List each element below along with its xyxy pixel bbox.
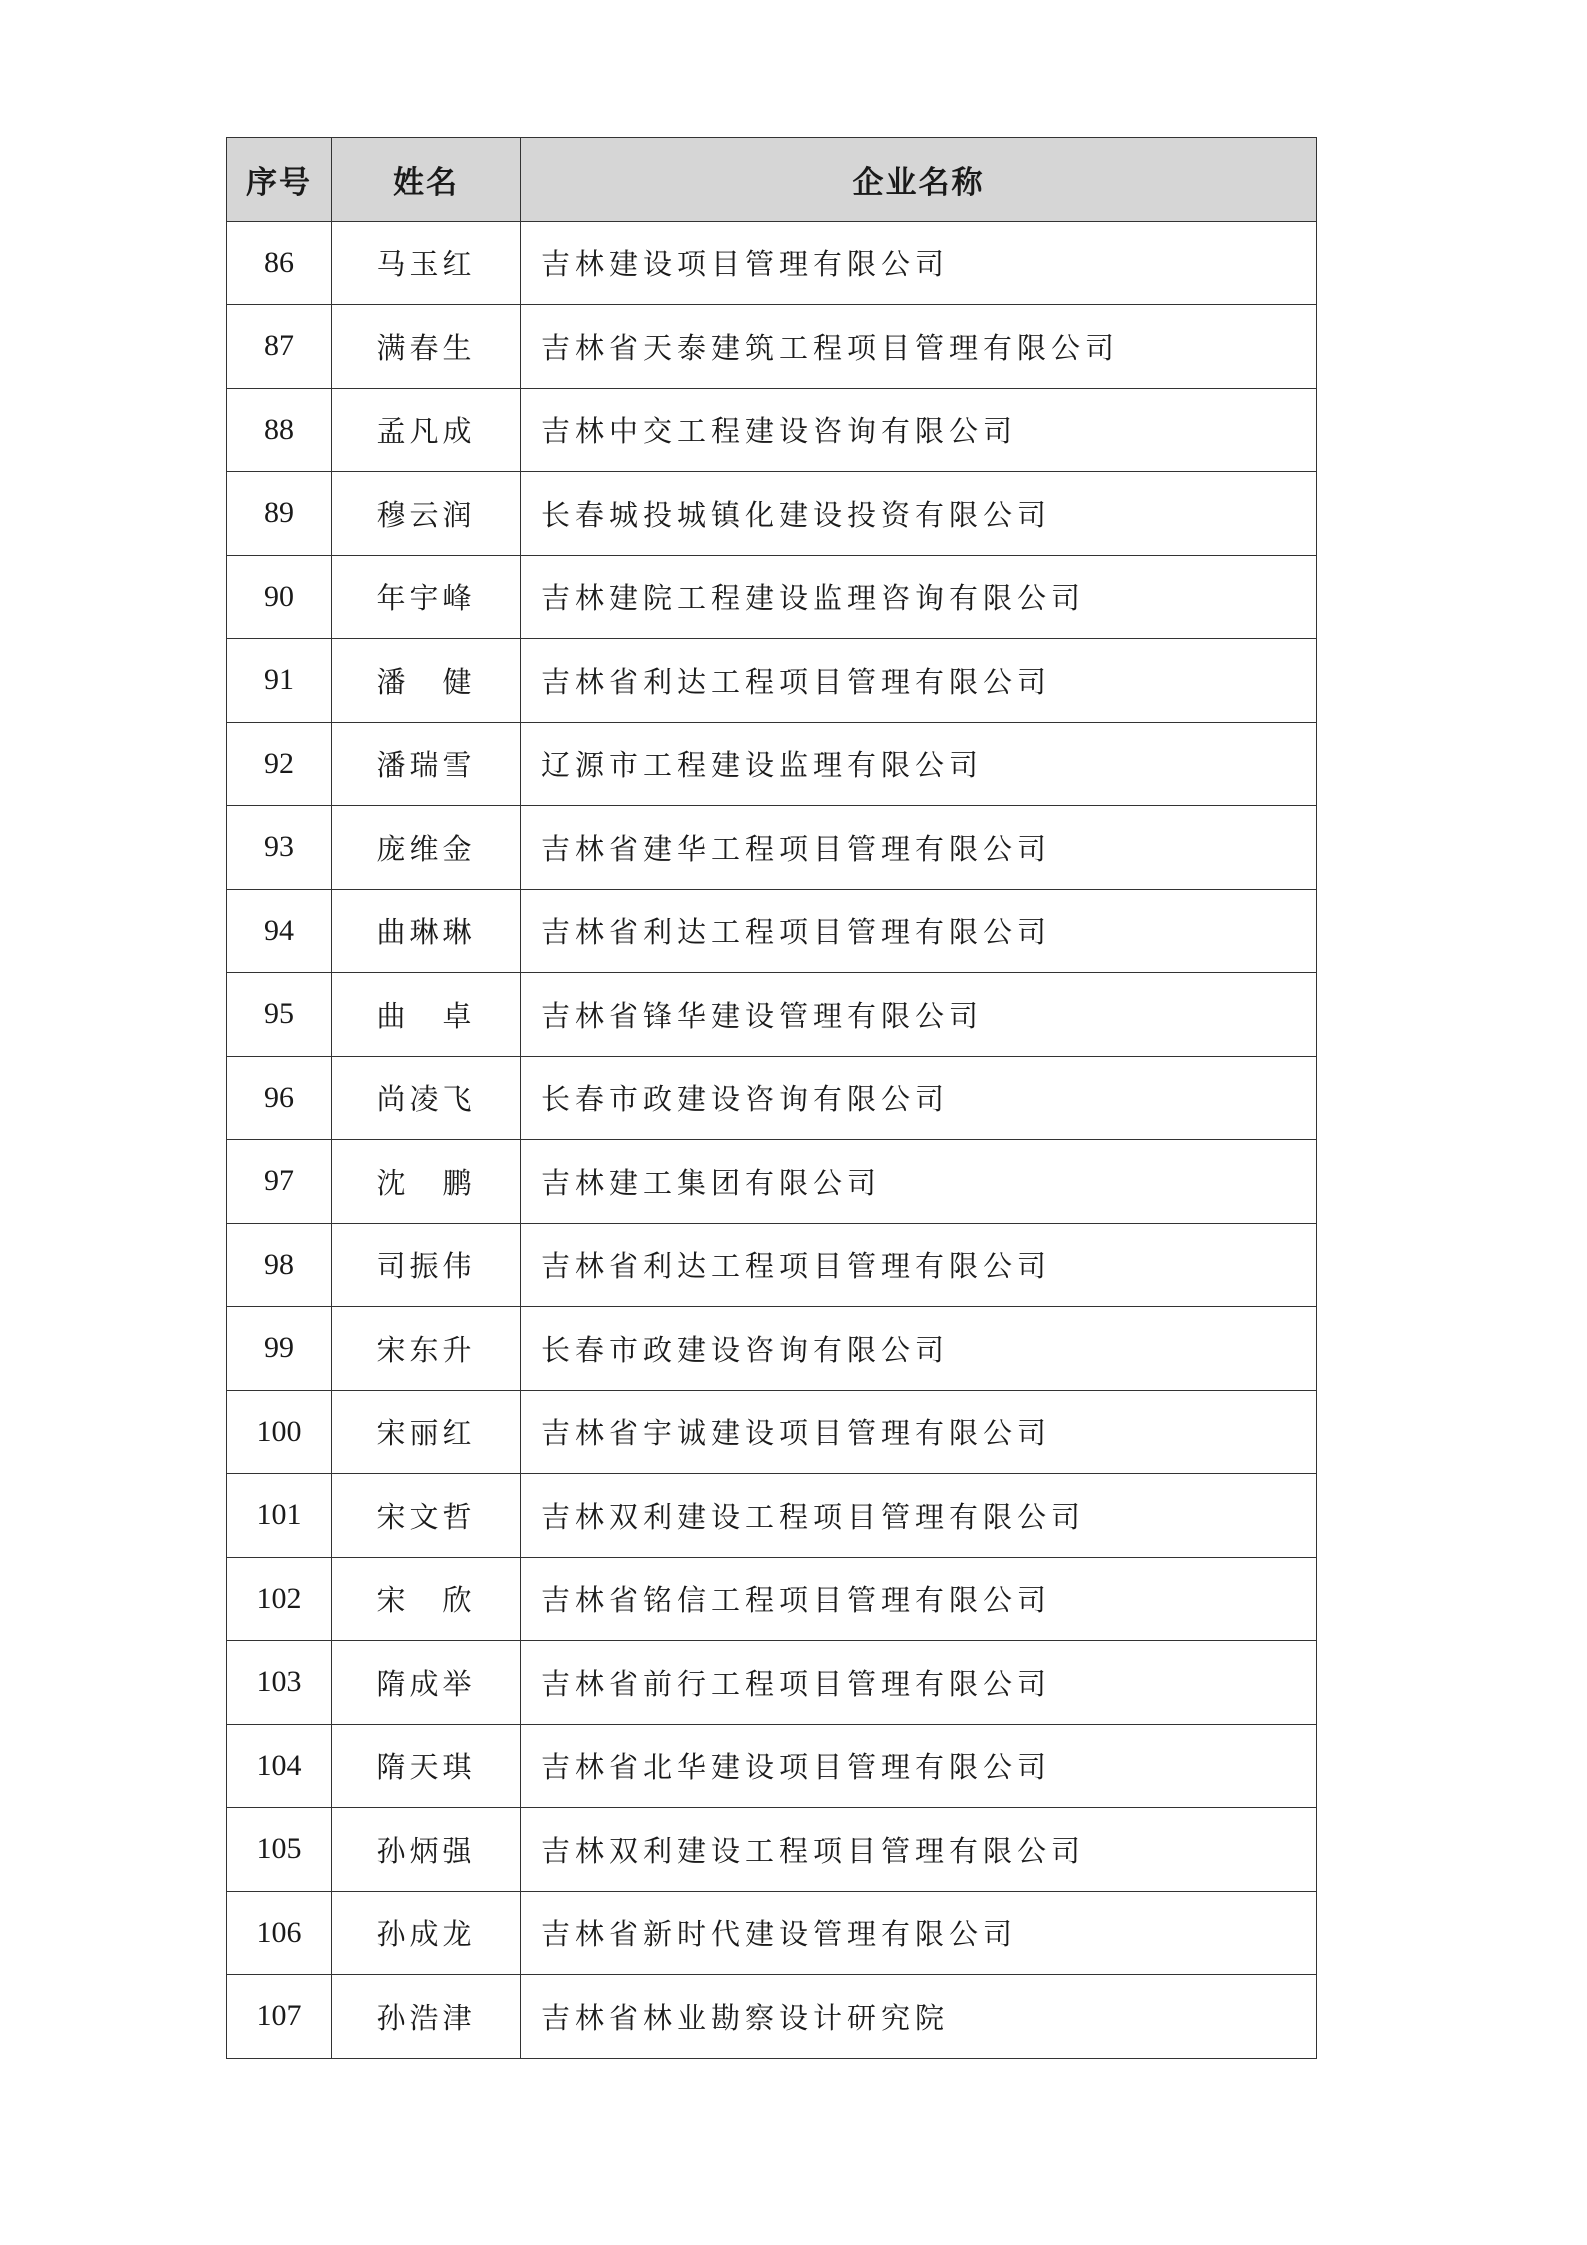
serial-number-cell: 92 bbox=[227, 722, 332, 806]
company-name-cell: 长春市政建设咨询有限公司 bbox=[521, 1056, 1317, 1140]
table-row bbox=[227, 1891, 1317, 1975]
serial-number-cell: 107 bbox=[227, 1975, 332, 2059]
table-row bbox=[227, 806, 1317, 890]
company-name-cell: 长春市政建设咨询有限公司 bbox=[521, 1307, 1317, 1391]
serial-number-cell: 87 bbox=[227, 305, 332, 389]
person-name-cell: 孙炳强 bbox=[332, 1808, 521, 1892]
serial-number-cell: 88 bbox=[227, 388, 332, 472]
table-row bbox=[227, 1808, 1317, 1892]
serial-number-cell: 95 bbox=[227, 973, 332, 1057]
serial-number-cell: 94 bbox=[227, 889, 332, 973]
company-name-cell: 吉林建设项目管理有限公司 bbox=[521, 221, 1317, 305]
person-name-cell: 宋丽红 bbox=[332, 1390, 521, 1474]
serial-number-cell: 90 bbox=[227, 555, 332, 639]
company-name-cell: 吉林省北华建设项目管理有限公司 bbox=[521, 1724, 1317, 1808]
table-row bbox=[227, 221, 1317, 305]
person-name-cell: 尚凌飞 bbox=[332, 1056, 521, 1140]
company-name-cell: 吉林省前行工程项目管理有限公司 bbox=[521, 1641, 1317, 1725]
roster-table bbox=[226, 137, 1317, 2059]
company-name-cell: 吉林省锋华建设管理有限公司 bbox=[521, 973, 1317, 1057]
person-name-cell: 沈 鹏 bbox=[332, 1140, 521, 1224]
table-row bbox=[227, 1223, 1317, 1307]
person-name-cell: 潘 健 bbox=[332, 639, 521, 723]
company-name-cell: 吉林省新时代建设管理有限公司 bbox=[521, 1891, 1317, 1975]
serial-number-cell: 104 bbox=[227, 1724, 332, 1808]
table-row bbox=[227, 1724, 1317, 1808]
serial-number-cell: 89 bbox=[227, 472, 332, 556]
company-name-cell: 吉林建工集团有限公司 bbox=[521, 1140, 1317, 1224]
table-row bbox=[227, 1307, 1317, 1391]
table-row bbox=[227, 1474, 1317, 1558]
company-name-cell: 吉林省建华工程项目管理有限公司 bbox=[521, 806, 1317, 890]
company-name-cell: 吉林省铭信工程项目管理有限公司 bbox=[521, 1557, 1317, 1641]
table-row bbox=[227, 1140, 1317, 1224]
serial-number-cell: 98 bbox=[227, 1223, 332, 1307]
company-name-cell: 吉林省利达工程项目管理有限公司 bbox=[521, 1223, 1317, 1307]
header-name: 姓名 bbox=[332, 138, 521, 222]
person-name-cell: 潘瑞雪 bbox=[332, 722, 521, 806]
person-name-cell: 满春生 bbox=[332, 305, 521, 389]
company-name-cell: 吉林省宇诚建设项目管理有限公司 bbox=[521, 1390, 1317, 1474]
person-name-cell: 司振伟 bbox=[332, 1223, 521, 1307]
person-name-cell: 孙浩津 bbox=[332, 1975, 521, 2059]
table-row bbox=[227, 1641, 1317, 1725]
serial-number-cell: 97 bbox=[227, 1140, 332, 1224]
person-name-cell: 宋文哲 bbox=[332, 1474, 521, 1558]
company-name-cell: 长春城投城镇化建设投资有限公司 bbox=[521, 472, 1317, 556]
serial-number-cell: 106 bbox=[227, 1891, 332, 1975]
table-body bbox=[227, 221, 1317, 2058]
person-name-cell: 宋东升 bbox=[332, 1307, 521, 1391]
serial-number-cell: 103 bbox=[227, 1641, 332, 1725]
table-row bbox=[227, 1975, 1317, 2059]
company-name-cell: 辽源市工程建设监理有限公司 bbox=[521, 722, 1317, 806]
table-row bbox=[227, 639, 1317, 723]
header-serial-number: 序号 bbox=[227, 138, 332, 222]
serial-number-cell: 86 bbox=[227, 221, 332, 305]
company-name-cell: 吉林省天泰建筑工程项目管理有限公司 bbox=[521, 305, 1317, 389]
table-row bbox=[227, 1557, 1317, 1641]
person-name-cell: 孟凡成 bbox=[332, 388, 521, 472]
serial-number-cell: 102 bbox=[227, 1557, 332, 1641]
table-row bbox=[227, 305, 1317, 389]
person-name-cell: 隋成举 bbox=[332, 1641, 521, 1725]
table-row bbox=[227, 1390, 1317, 1474]
company-name-cell: 吉林双利建设工程项目管理有限公司 bbox=[521, 1474, 1317, 1558]
serial-number-cell: 100 bbox=[227, 1390, 332, 1474]
person-name-cell: 曲琳琳 bbox=[332, 889, 521, 973]
person-name-cell: 穆云润 bbox=[332, 472, 521, 556]
company-name-cell: 吉林省利达工程项目管理有限公司 bbox=[521, 639, 1317, 723]
company-name-cell: 吉林建院工程建设监理咨询有限公司 bbox=[521, 555, 1317, 639]
person-name-cell: 年宇峰 bbox=[332, 555, 521, 639]
table-row bbox=[227, 973, 1317, 1057]
person-name-cell: 马玉红 bbox=[332, 221, 521, 305]
serial-number-cell: 96 bbox=[227, 1056, 332, 1140]
table-row bbox=[227, 722, 1317, 806]
person-name-cell: 孙成龙 bbox=[332, 1891, 521, 1975]
person-name-cell: 庞维金 bbox=[332, 806, 521, 890]
serial-number-cell: 105 bbox=[227, 1808, 332, 1892]
company-name-cell: 吉林省林业勘察设计研究院 bbox=[521, 1975, 1317, 2059]
table-row bbox=[227, 555, 1317, 639]
table-row bbox=[227, 472, 1317, 556]
table-header-row bbox=[227, 138, 1317, 222]
serial-number-cell: 91 bbox=[227, 639, 332, 723]
roster-table-container bbox=[226, 137, 1316, 2059]
serial-number-cell: 99 bbox=[227, 1307, 332, 1391]
header-company-name: 企业名称 bbox=[521, 138, 1317, 222]
serial-number-cell: 101 bbox=[227, 1474, 332, 1558]
table-row bbox=[227, 388, 1317, 472]
person-name-cell: 宋 欣 bbox=[332, 1557, 521, 1641]
serial-number-cell: 93 bbox=[227, 806, 332, 890]
table-row bbox=[227, 1056, 1317, 1140]
person-name-cell: 曲 卓 bbox=[332, 973, 521, 1057]
person-name-cell: 隋天琪 bbox=[332, 1724, 521, 1808]
company-name-cell: 吉林双利建设工程项目管理有限公司 bbox=[521, 1808, 1317, 1892]
company-name-cell: 吉林中交工程建设咨询有限公司 bbox=[521, 388, 1317, 472]
company-name-cell: 吉林省利达工程项目管理有限公司 bbox=[521, 889, 1317, 973]
table-row bbox=[227, 889, 1317, 973]
